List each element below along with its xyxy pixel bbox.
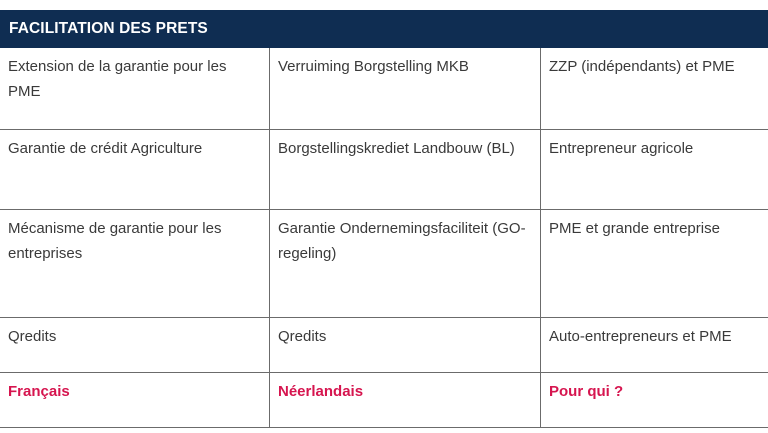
cell-french: Extension de la garantie pour les PME [0,48,270,129]
table-title: FACILITATION DES PRETS [0,10,768,48]
cell-dutch: Garantie Ondernemingsfaciliteit (GO-regeling) [270,210,541,317]
footer-label-for-whom: Pour qui ? [549,383,624,400]
table-row [0,210,768,318]
cell-for-whom: Auto-entrepreneurs et PME [549,328,732,345]
table-row [0,48,768,130]
footer-label-french: Français [0,373,270,427]
cell-for-whom: PME et grande entreprise [549,220,720,237]
cell-dutch: Qredits [270,318,541,372]
cell-french: Garantie de crédit Agriculture [0,130,270,209]
footer-label-dutch: Néerlandais [270,373,541,427]
loan-facilitation-table [0,10,768,428]
cell-for-whom: ZZP (indépendants) et PME [549,58,735,75]
table-row [0,318,768,373]
cell-dutch: Verruiming Borgstelling MKB [270,48,541,129]
cell-for-whom: Entrepreneur agricole [549,140,694,157]
cell-dutch: Borgstellingskrediet Landbouw (BL) [270,130,541,209]
table-footer-row [0,373,768,428]
cell-french: Qredits [0,318,270,372]
table-row [0,130,768,210]
cell-french: Mécanisme de garantie pour les entreprises [0,210,270,317]
